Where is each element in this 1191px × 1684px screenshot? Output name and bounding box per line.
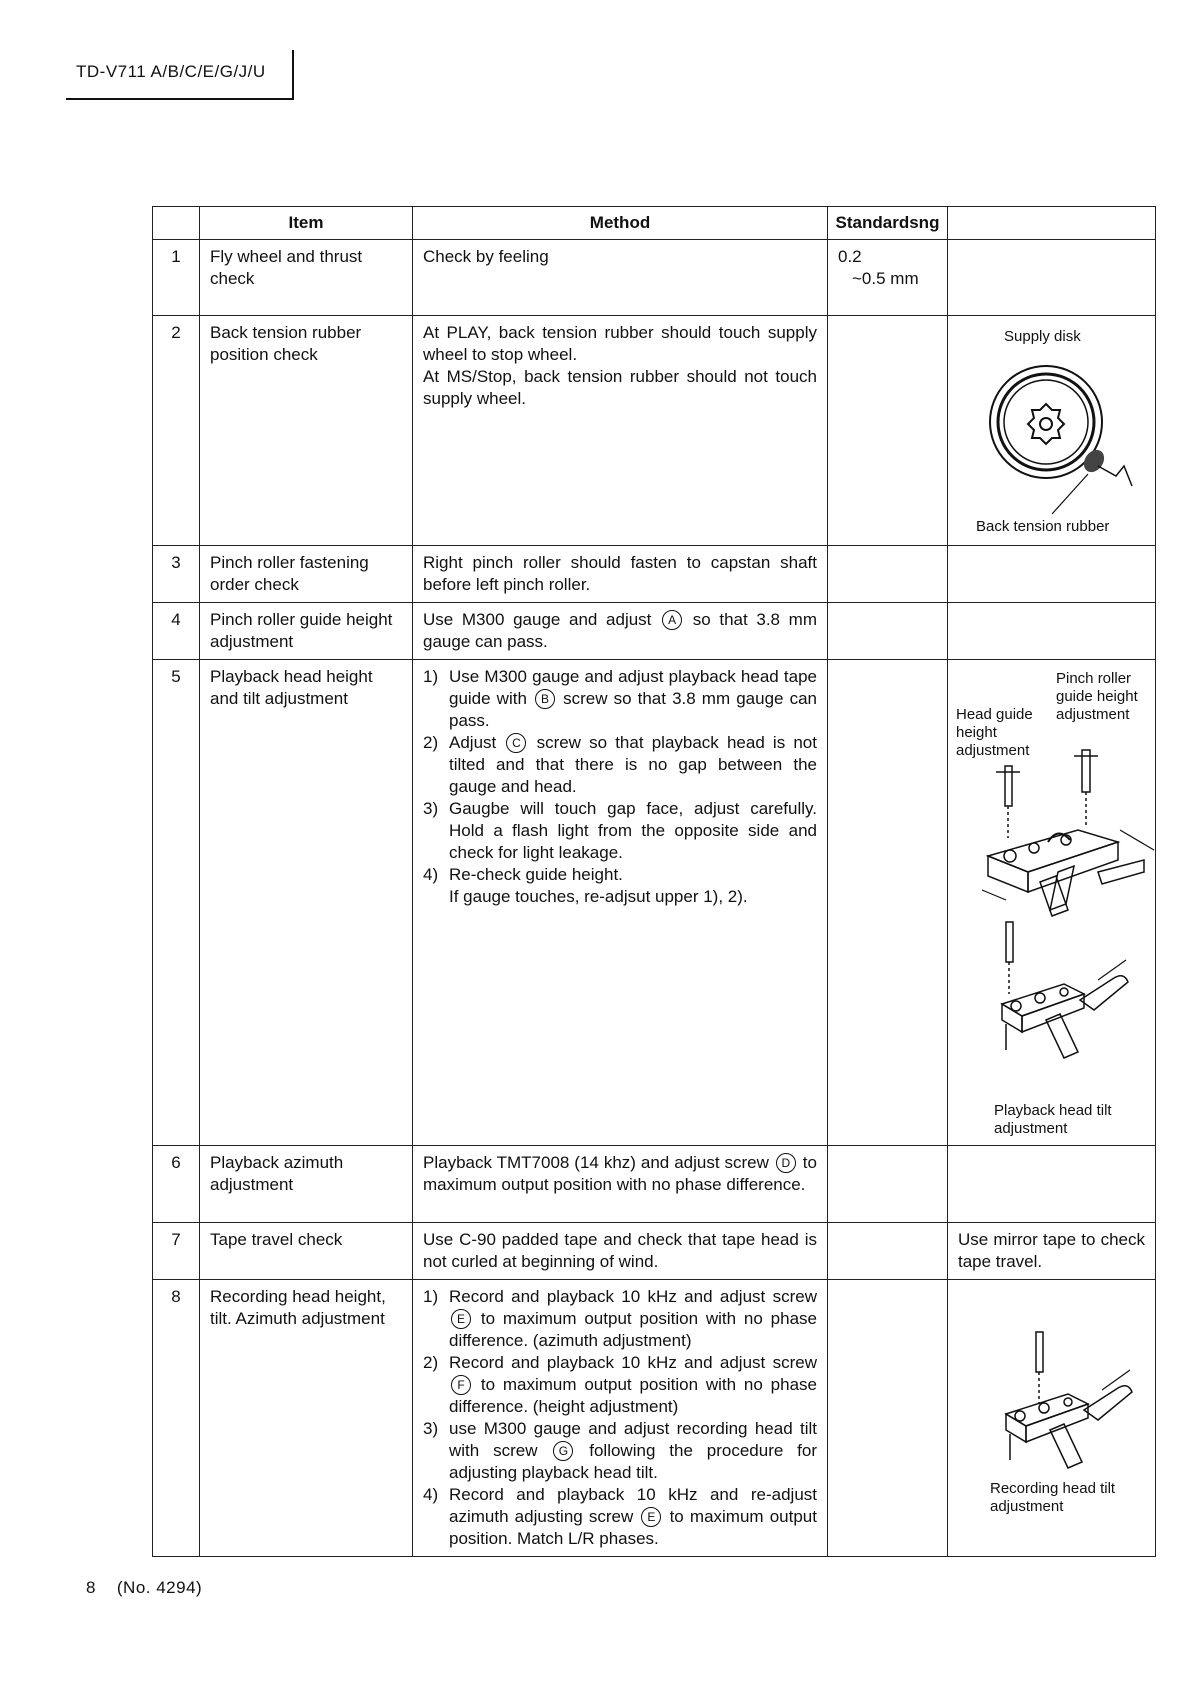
row-standard (828, 316, 948, 546)
supply-disk-drawing (948, 316, 1156, 544)
step-text-line: Re-check guide height. (449, 865, 623, 884)
model-number: TD-V711 A/B/C/E/G/J/U (76, 62, 266, 81)
row-number: 8 (153, 1280, 200, 1557)
row-item: Pinch roller fastening order check (200, 546, 413, 603)
table-row (153, 1280, 1156, 1557)
row-figure (948, 660, 1156, 1146)
supply-disk-figure (948, 316, 1155, 544)
step-number: 4) (423, 865, 439, 884)
method-text: to maximum output position with no phase difference. (423, 1153, 817, 1194)
step-text-pre: Use M300 gauge and adjust playback head tape guide with (449, 667, 817, 708)
step-item (423, 1418, 817, 1484)
step-number: 1) (423, 667, 439, 686)
row-item: Playback head height and tilt adjustment (200, 660, 413, 1146)
table-row (153, 546, 1156, 603)
row-standard (828, 603, 948, 660)
row-method (413, 1146, 828, 1223)
row-figure (948, 1146, 1156, 1223)
table-row (153, 660, 1156, 1146)
col-num-header (153, 207, 200, 240)
table-row (153, 240, 1156, 316)
row-item: Recording head height, tilt. Azimuth adjustment (200, 1280, 413, 1557)
back-tension-rubber-label: Back tension rubber (976, 518, 1110, 535)
step-text (449, 864, 817, 908)
step-number: 3) (423, 799, 439, 818)
head-guide-height-label: Head guide height adjustment (956, 706, 1033, 759)
step-text-pre: Adjust (449, 733, 497, 752)
model-header (66, 50, 294, 100)
step-item (423, 1286, 817, 1352)
step-number: 2) (423, 733, 439, 752)
marker-a: A (662, 610, 682, 630)
row-number: 1 (153, 240, 200, 316)
row-number: 6 (153, 1146, 200, 1223)
marker-d: D (776, 1153, 796, 1173)
row-number: 3 (153, 546, 200, 603)
row-method: Check by feeling (413, 240, 828, 316)
row-standard (828, 1223, 948, 1280)
method-text: so that 3.8 mm gauge can pass. (423, 610, 817, 651)
step-text (449, 1352, 817, 1418)
step-text-post: screw so that playback head is not tilted and that there is no gap between the gauge and head. (449, 733, 817, 796)
playback-head-tilt-label: Playback head tilt adjustment (994, 1102, 1112, 1137)
row-standard (828, 1146, 948, 1223)
step-item (423, 1484, 817, 1550)
step-text: Gaugbe will touch gap face, adjust carefully. Hold a flash light from the opposite side and check for light leakage. (449, 799, 817, 862)
row-item: Pinch roller guide height adjustment (200, 603, 413, 660)
step-item (423, 732, 817, 798)
col-figure-header (948, 207, 1156, 240)
step-number: 2) (423, 1353, 439, 1372)
step-item (423, 666, 817, 732)
standard-value-min: 0.2 (838, 247, 862, 266)
method-text: Use M300 gauge and adjust (423, 610, 652, 629)
step-item (423, 1352, 817, 1418)
row-figure (948, 316, 1156, 546)
row-item: Playback azimuth adjustment (200, 1146, 413, 1223)
marker-f: F (451, 1375, 471, 1395)
marker-e: E (641, 1507, 661, 1527)
step-text-post: to maximum output position with no phase difference. (height adjustment) (449, 1375, 817, 1416)
head-adjustment-drawing (948, 660, 1156, 1144)
marker-c: C (506, 733, 526, 753)
row-figure (948, 1280, 1156, 1557)
recording-head-tilt-label: Recording head tilt adjustment (990, 1480, 1116, 1515)
step-item (423, 864, 817, 908)
row-method (413, 603, 828, 660)
table-row (153, 1146, 1156, 1223)
method-text: Playback TMT7008 (14 khz) and adjust screw (423, 1153, 769, 1172)
step-number: 4) (423, 1485, 439, 1504)
row-item: Fly wheel and thrust check (200, 240, 413, 316)
step-text (449, 1418, 817, 1484)
step-text-pre: use M300 gauge and adjust recording head tilt with screw (449, 1419, 817, 1460)
table-row (153, 1223, 1156, 1280)
marker-e: E (451, 1309, 471, 1329)
row-number: 4 (153, 603, 200, 660)
step-text (449, 1286, 817, 1352)
row-item: Back tension rubber position check (200, 316, 413, 546)
step-number: 3) (423, 1419, 439, 1438)
row-item: Tape travel check (200, 1223, 413, 1280)
row-figure (948, 546, 1156, 603)
step-number: 1) (423, 1287, 439, 1306)
marker-g: G (553, 1441, 573, 1461)
step-text-pre: Record and playback 10 kHz and adjust screw (449, 1287, 817, 1306)
row-figure (948, 240, 1156, 316)
row-number: 5 (153, 660, 200, 1146)
table-row (153, 316, 1156, 546)
page-footer (86, 1578, 202, 1598)
row-method: Use C-90 padded tape and check that tape head is not curled at beginning of wind. (413, 1223, 828, 1280)
step-item (423, 798, 817, 864)
row-standard (828, 1280, 948, 1557)
marker-b: B (535, 689, 555, 709)
row-standard (828, 240, 948, 316)
standard-value-max: ~0.5 mm (852, 269, 919, 288)
step-text (449, 732, 817, 798)
method-line: At MS/Stop, back tension rubber should not touch supply wheel. (423, 367, 817, 408)
step-text-post: screw so that 3.8 mm gauge can pass. (449, 689, 817, 730)
row-standard (828, 546, 948, 603)
page-number: 8 (86, 1578, 96, 1597)
step-text (449, 1484, 817, 1550)
table-header-row (153, 207, 1156, 240)
pinch-roller-guide-height-label: Pinch roller guide height adjustment (1056, 670, 1138, 723)
step-list (423, 666, 817, 908)
supply-disk-label: Supply disk (1004, 328, 1081, 345)
col-item-header: Item (200, 207, 413, 240)
row-number: 2 (153, 316, 200, 546)
recording-head-figure (948, 1280, 1155, 1552)
row-method (413, 316, 828, 546)
playback-head-figure (948, 660, 1155, 1144)
step-text-pre: Record and playback 10 kHz and re-adjust azimuth adjusting screw (449, 1485, 817, 1526)
col-method-header: Method (413, 207, 828, 240)
step-text-line: If gauge touches, re-adjsut upper 1), 2). (449, 887, 748, 906)
row-standard (828, 660, 948, 1146)
row-figure (948, 603, 1156, 660)
table-row (153, 603, 1156, 660)
row-method: Right pinch roller should fasten to capstan shaft before left pinch roller. (413, 546, 828, 603)
step-list (423, 1286, 817, 1550)
document-number: (No. 4294) (116, 1578, 203, 1597)
step-text-post: to maximum output position with no phase difference. (azimuth adjustment) (449, 1309, 817, 1350)
row-number: 7 (153, 1223, 200, 1280)
adjustment-table (152, 206, 1156, 1557)
step-text-post: following the procedure for adjusting playback head tilt. (449, 1441, 818, 1482)
col-standard-header: Standardsng (828, 207, 948, 240)
step-text-post: to maximum output position. Match L/R phases. (449, 1507, 817, 1548)
step-text-pre: Record and playback 10 kHz and adjust screw (449, 1353, 817, 1372)
row-method (413, 660, 828, 1146)
method-line: At PLAY, back tension rubber should touch supply wheel to stop wheel. (423, 323, 817, 364)
row-method (413, 1280, 828, 1557)
step-text (449, 666, 817, 732)
row-note: Use mirror tape to check tape travel. (948, 1223, 1156, 1280)
